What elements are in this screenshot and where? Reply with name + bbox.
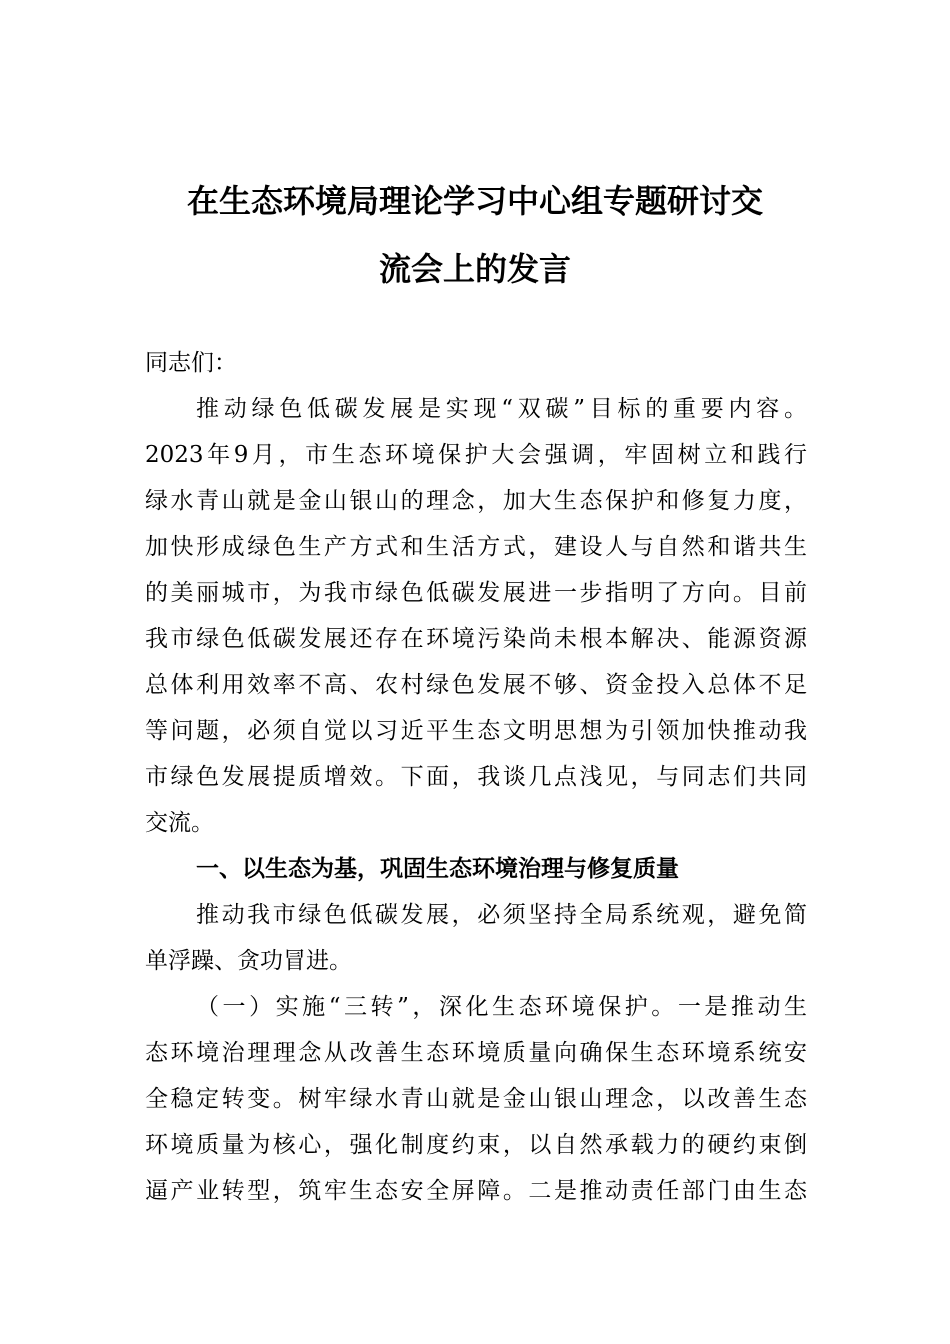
paragraph-3-line-5: 逼产业转型，筑牢生态安全屏障。二是推动责任部门由生态	[145, 1178, 807, 1204]
paragraph-3-line-4: 环境质量为核心，强化制度约束，以自然承载力的硬约束倒	[145, 1132, 807, 1158]
paragraph-2-line-2: 单浮躁、贪功冒进。	[145, 948, 352, 974]
paragraph-1-line-8: 等问题，必须自觉以习近平生态文明思想为引领加快推动我	[145, 718, 807, 744]
paragraph-3-line-3: 全稳定转变。树牢绿水青山就是金山银山理念，以改善生态	[145, 1086, 807, 1112]
paragraph-1-line-7: 总体利用效率不高、农村绿色发展不够、资金投入总体不足	[145, 672, 807, 698]
paragraph-2-line-1: 推动我市绿色低碳发展，必须坚持全局系统观，避免简	[196, 902, 807, 928]
salutation: 同志们：	[145, 350, 237, 376]
paragraph-1-line-10: 交流。	[145, 810, 214, 836]
paragraph-1-line-1: 推动绿色低碳发展是实现“双碳”目标的重要内容。	[196, 396, 807, 422]
paragraph-1-line-9: 市绿色发展提质增效。下面，我谈几点浅见，与同志们共同	[145, 764, 807, 790]
paragraph-1-line-3: 绿水青山就是金山银山的理念，加大生态保护和修复力度，	[145, 488, 807, 514]
paragraph-3-line-2: 态环境治理理念从改善生态环境质量向确保生态环境系统安	[145, 1040, 807, 1066]
paragraph-1-line-5: 的美丽城市，为我市绿色低碳发展进一步指明了方向。目前	[145, 580, 807, 606]
paragraph-1-line-2: 2023年9月，市生态环境保护大会强调，牢固树立和践行	[145, 442, 807, 468]
document-title-line-1: 在生态环境局理论学习中心组专题研讨交	[186, 182, 763, 220]
paragraph-3-line-1: （一）实施“三转”，深化生态环境保护。一是推动生	[196, 994, 807, 1020]
section-1-heading: 一、以生态为基，巩固生态环境治理与修复质量	[196, 856, 679, 882]
paragraph-1-line-6: 我市绿色低碳发展还存在环境污染尚未根本解决、能源资源	[145, 626, 807, 652]
document-title-line-2: 流会上的发言	[378, 250, 571, 288]
paragraph-1-line-4: 加快形成绿色生产方式和生活方式，建设人与自然和谐共生	[145, 534, 807, 560]
